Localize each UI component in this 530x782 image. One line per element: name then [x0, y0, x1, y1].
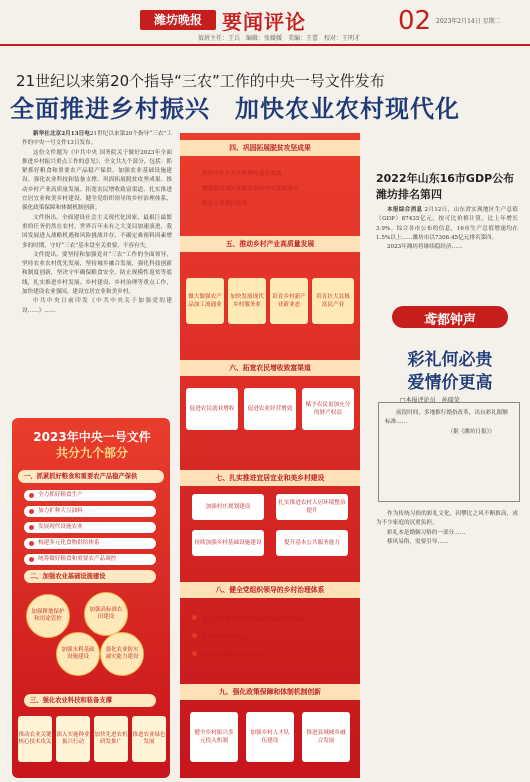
list-item: 深入实施种业振兴行动 — [56, 716, 90, 762]
list-item: 加力扩种大豆油料 — [24, 506, 156, 517]
column-name: 鸢都钟声 — [423, 313, 476, 328]
list-item: 加强农村精神文明建设 — [192, 650, 259, 659]
list-item: 推进县域城乡融合发展 — [302, 712, 350, 762]
dateline: 新华社北京2月13日电 — [33, 131, 90, 137]
masthead-divider — [0, 44, 530, 46]
infographic-subtitle: 共分九个部分 — [55, 446, 128, 460]
list-item: 提升基本公共服务能力 — [276, 530, 348, 556]
column-author: □本报评论员 孙瑞荣 — [400, 397, 460, 404]
list-item: 加强高标准农田建设 — [84, 592, 128, 636]
list-item: 稳定完善帮扶政策 — [192, 198, 248, 207]
list-item: 推进农业绿色发展 — [132, 716, 166, 762]
section-9-header: 九、强化政策保障和体制机制创新 — [180, 684, 360, 700]
paragraph: 彩礼本是婚姻习俗的一部分…… — [387, 529, 466, 536]
page-number: 02 — [398, 6, 432, 36]
list-item: 构建多元化食物供给体系 — [24, 538, 156, 549]
list-item: 提升乡村治理效能 — [192, 632, 248, 641]
list-item: 做大做强农产品加工流通业 — [186, 278, 224, 324]
column-title: 彩礼何必贵 — [407, 350, 493, 370]
list-item: 加快发展现代乡村服务业 — [228, 278, 266, 324]
list-item: 推动农业关键核心技术攻关 — [18, 716, 52, 762]
list-item: 加强村庄规划建设 — [192, 494, 264, 520]
article-body — [22, 130, 172, 316]
paragraph: 中共中央日前印发《中共中央关于加强党的建设……》…… — [22, 298, 172, 314]
list-item: 加强耕地保护和用途管控 — [26, 594, 70, 638]
infographic-title: 2023年中央一号文件 — [33, 430, 151, 444]
list-item: 强化农村基层党组织政治功能和组织功能 — [192, 614, 304, 623]
paragraph: 这份文件题为《中共中央 国务院关于做好2023年全面推进乡村振兴重点工作的意见》，全文共九个部分，包括：抓紧抓好粮食和重要农产品稳产保供、加强农业基础设施建设、强化农业科技和装备支撑、巩固拓展脱贫攻坚成果、推动乡村产业高质量发展、拓宽农民增收致富渠道、扎实推进宜居宜业和美乡村建设、健全党组织领导的乡村治理体系、强化政策保障和体制机制创新。 — [22, 149, 172, 212]
list-item: 培育壮大县域富民产业 — [312, 278, 354, 324]
quote-box — [378, 402, 520, 502]
list-item: 加强乡村人才队伍建设 — [246, 712, 294, 762]
list-item: 扎实推进农村人居环境整治提升 — [276, 494, 348, 520]
section-3-header: 三、强化农业科技和装备支撑 — [24, 694, 156, 707]
quote-source: （据《潍坊日报》） — [447, 429, 495, 435]
list-item: 促进农民就业增收 — [186, 388, 238, 430]
list-item: 加强水利基础设施建设 — [56, 632, 100, 676]
paragraph: 2023年潍坊将继续稳经济…… — [387, 244, 463, 251]
section-7-header: 七、扎实推进宜居宜业和美乡村建设 — [180, 470, 360, 486]
section-2-header: 二、加强农业基础设施建设 — [24, 570, 156, 583]
list-item: 强化农业防灾减灾能力建设 — [100, 632, 144, 676]
column-body — [376, 510, 518, 547]
editor-credits: 值班主任：王兵 编辑：张媛媛 美编：王蕾 校对：王明才 — [198, 35, 361, 42]
section-title: 要闻评论 — [222, 10, 306, 34]
section-1-header: 一、抓紧抓好粮食和重要农产品稳产保供 — [18, 470, 164, 483]
list-item: 统筹做好粮食和重要农产品调控 — [24, 554, 156, 565]
list-item: 全力抓好粮食生产 — [24, 490, 156, 501]
dateline: 本报综合消息 — [387, 207, 423, 213]
list-item: 发展现代设施农业 — [24, 522, 156, 533]
side-article-subtitle: 潍坊排名第四 — [376, 188, 442, 201]
list-item: 增强脱贫地区和脱贫群众内生发展动力 — [192, 183, 299, 192]
newspaper-logo: 潍坊晚报 — [140, 10, 216, 30]
paragraph: 移风易俗，需要引导…… — [387, 538, 449, 545]
list-item: 培育乡村新产业新业态 — [270, 278, 308, 324]
section-8-header: 八、健全党组织领导的乡村治理体系 — [180, 582, 360, 598]
list-item: 健全乡村振兴多元投入机制 — [190, 712, 238, 762]
article-kicker: 21世纪以来第20个指导“三农”工作的中央一号文件发布 — [16, 72, 385, 90]
paragraph: 文件指出，全面建设社会主义现代化国家，最艰巨最繁重的任务仍然在农村。世界百年未有之大变局加速演进，我国发展进入战略机遇和风险挑战并存、不确定难预料因素增多的时期，守好“三农”基本盘至关重要、不容有失。 — [22, 214, 172, 249]
lead-text: 21世纪以来第20个指导“三农”工作的中央一号文件13日发布。 — [22, 131, 172, 147]
article-headline: 全面推进乡村振兴 加快农业农村现代化 — [10, 95, 460, 123]
paragraph: 作为传统习俗的彩礼文化，因攀比之风不断推高，成为不少家庭的沉重负担。 — [376, 511, 518, 527]
column-title-line2: 爱情价更高 — [407, 373, 493, 393]
paragraph: 2月12日，山东省实现地区生产总值（GDP）87435亿元，按可比价格计算，比上年增长3.9%。综合各市公布的信息，16市生产总值增速均在1.5%以上……潍坊市以7306.45亿元排名第四。 — [376, 207, 518, 241]
quote-text: 前段时间，多地推行婚俗改革，出台彩礼限额标准…… — [385, 410, 508, 425]
list-item: 坚决守住不发生规模性返贫底线 — [192, 168, 282, 177]
list-item: 促进农业经营增效 — [244, 388, 296, 430]
section-4-header: 四、巩固拓展脱贫攻坚成果 — [180, 140, 360, 156]
section-5-header: 五、推动乡村产业高质量发展 — [180, 236, 360, 252]
side-article-title: 2022年山东16市GDP公布 — [376, 172, 515, 185]
list-item: 持续加强乡村基础设施建设 — [192, 530, 264, 556]
issue-date: 2023年2月14日 星期二 — [436, 18, 501, 25]
side-article-body — [376, 206, 518, 252]
section-6-header: 六、拓宽农民增收致富渠道 — [180, 360, 360, 376]
center-infographic — [180, 133, 360, 778]
list-item: 加快先进农机研发推广 — [94, 716, 128, 762]
paragraph: 文件提出，要坚持和加强党对“三农”工作的全面领导，坚持农业农村优先发展，坚持城乡融合发展，强化科技创新和制度创新，坚决守牢确保粮食安全、防止规模性返贫等底线，扎实推进乡村发展、乡村建设、乡村治理等重点工作，加快建设农业强国，建设宜居宜业和美乡村。 — [22, 251, 172, 296]
list-item: 赋予农民更加充分的财产权益 — [302, 388, 354, 430]
